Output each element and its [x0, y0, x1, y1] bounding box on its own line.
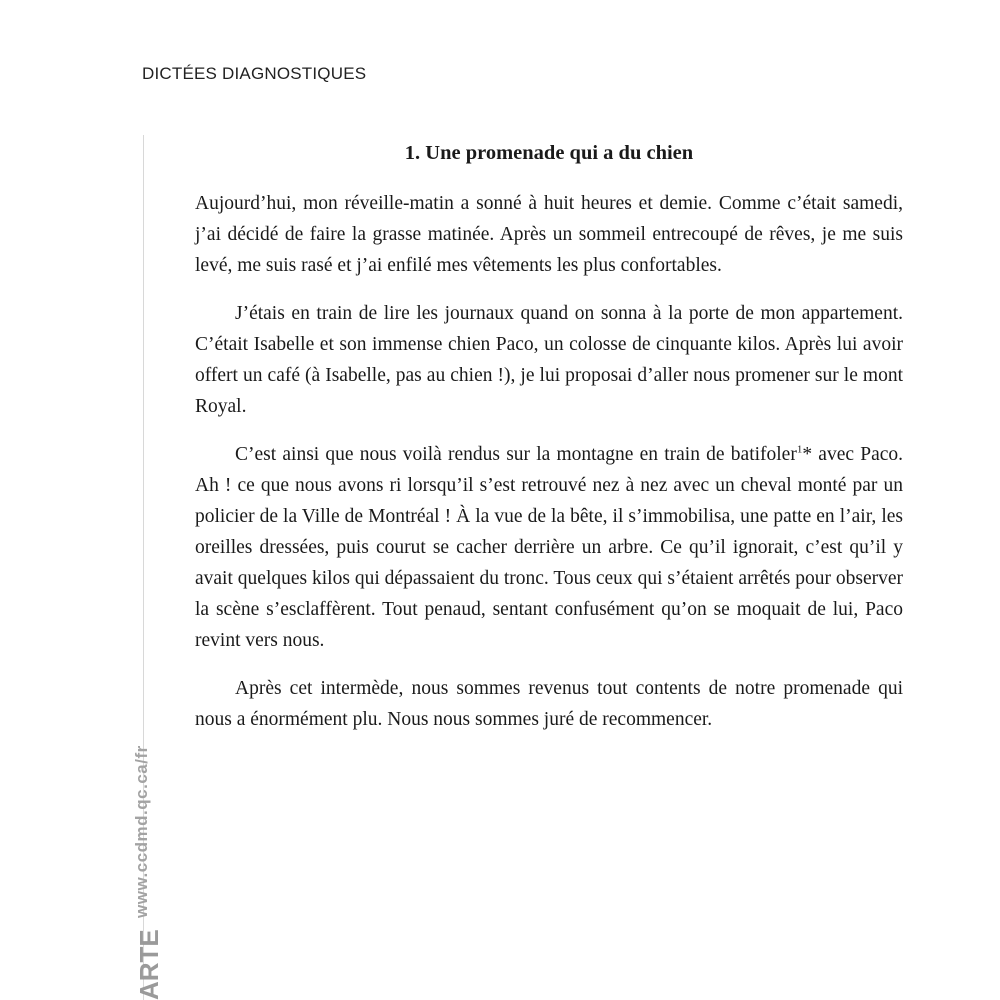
footnote-marker: 1: [796, 443, 803, 456]
paragraph-4: Après cet intermède, nous sommes revenus tout contents de notre promenade qui nous a énormément plu. Nous nous sommes juré de recommencer.: [195, 678, 903, 730]
sidebar-brand: ARTE: [134, 929, 164, 1000]
paragraph-2: J’étais en train de lire les journaux quand on sonna à la porte de mon appartement. C’était Isabelle et son immense chien Paco, un colosse de cinquante kilos. Après lui avoir offert un café (à Isabelle, pas au chien !), je lui proposai d’aller nous promener sur le mont Royal.: [195, 303, 903, 417]
running-header: DICTÉES DIAGNOSTIQUES: [142, 64, 367, 83]
article-title: 1. Une promenade qui a du chien: [404, 142, 694, 164]
sidebar-url: www.ccdmd.qc.ca/fr: [132, 745, 151, 918]
paragraph-3-start: C’est ainsi que nous voilà rendus sur la montagne en train de batifoler: [235, 444, 797, 465]
paragraph-3: [195, 439, 903, 656]
paragraph-1: Aujourd’hui, mon réveille-matin a sonné à huit heures et demie. Comme c’était samedi, j’ai décidé de faire la grasse matinée. Après un sommeil entrecoupé de rêves, je me suis levé, me suis rasé et j’ai enfilé mes vêtements les plus confortables.: [195, 193, 903, 276]
article: [195, 138, 903, 752]
paragraph-3-end: * avec Paco. Ah ! ce que nous avons ri lorsqu’il s’est retrouvé nez à nez avec un cheval monté par un policier de la Ville de Montréal ! À la vue de la bête, il s’immobilisa, une patte en l’air, les oreilles dressées, puis courut se cacher derrière un arbre. Ce qu’il ignorait, c’est qu’il y avait quelques kilos qui dépassaient du tronc. Tous ceux qui s’étaient arrêtés pour observer la scène s’esclaffèrent. Tout penaud, sentant confusément qu’on se moquait de lui, Paco revint vers nous.: [195, 444, 904, 651]
